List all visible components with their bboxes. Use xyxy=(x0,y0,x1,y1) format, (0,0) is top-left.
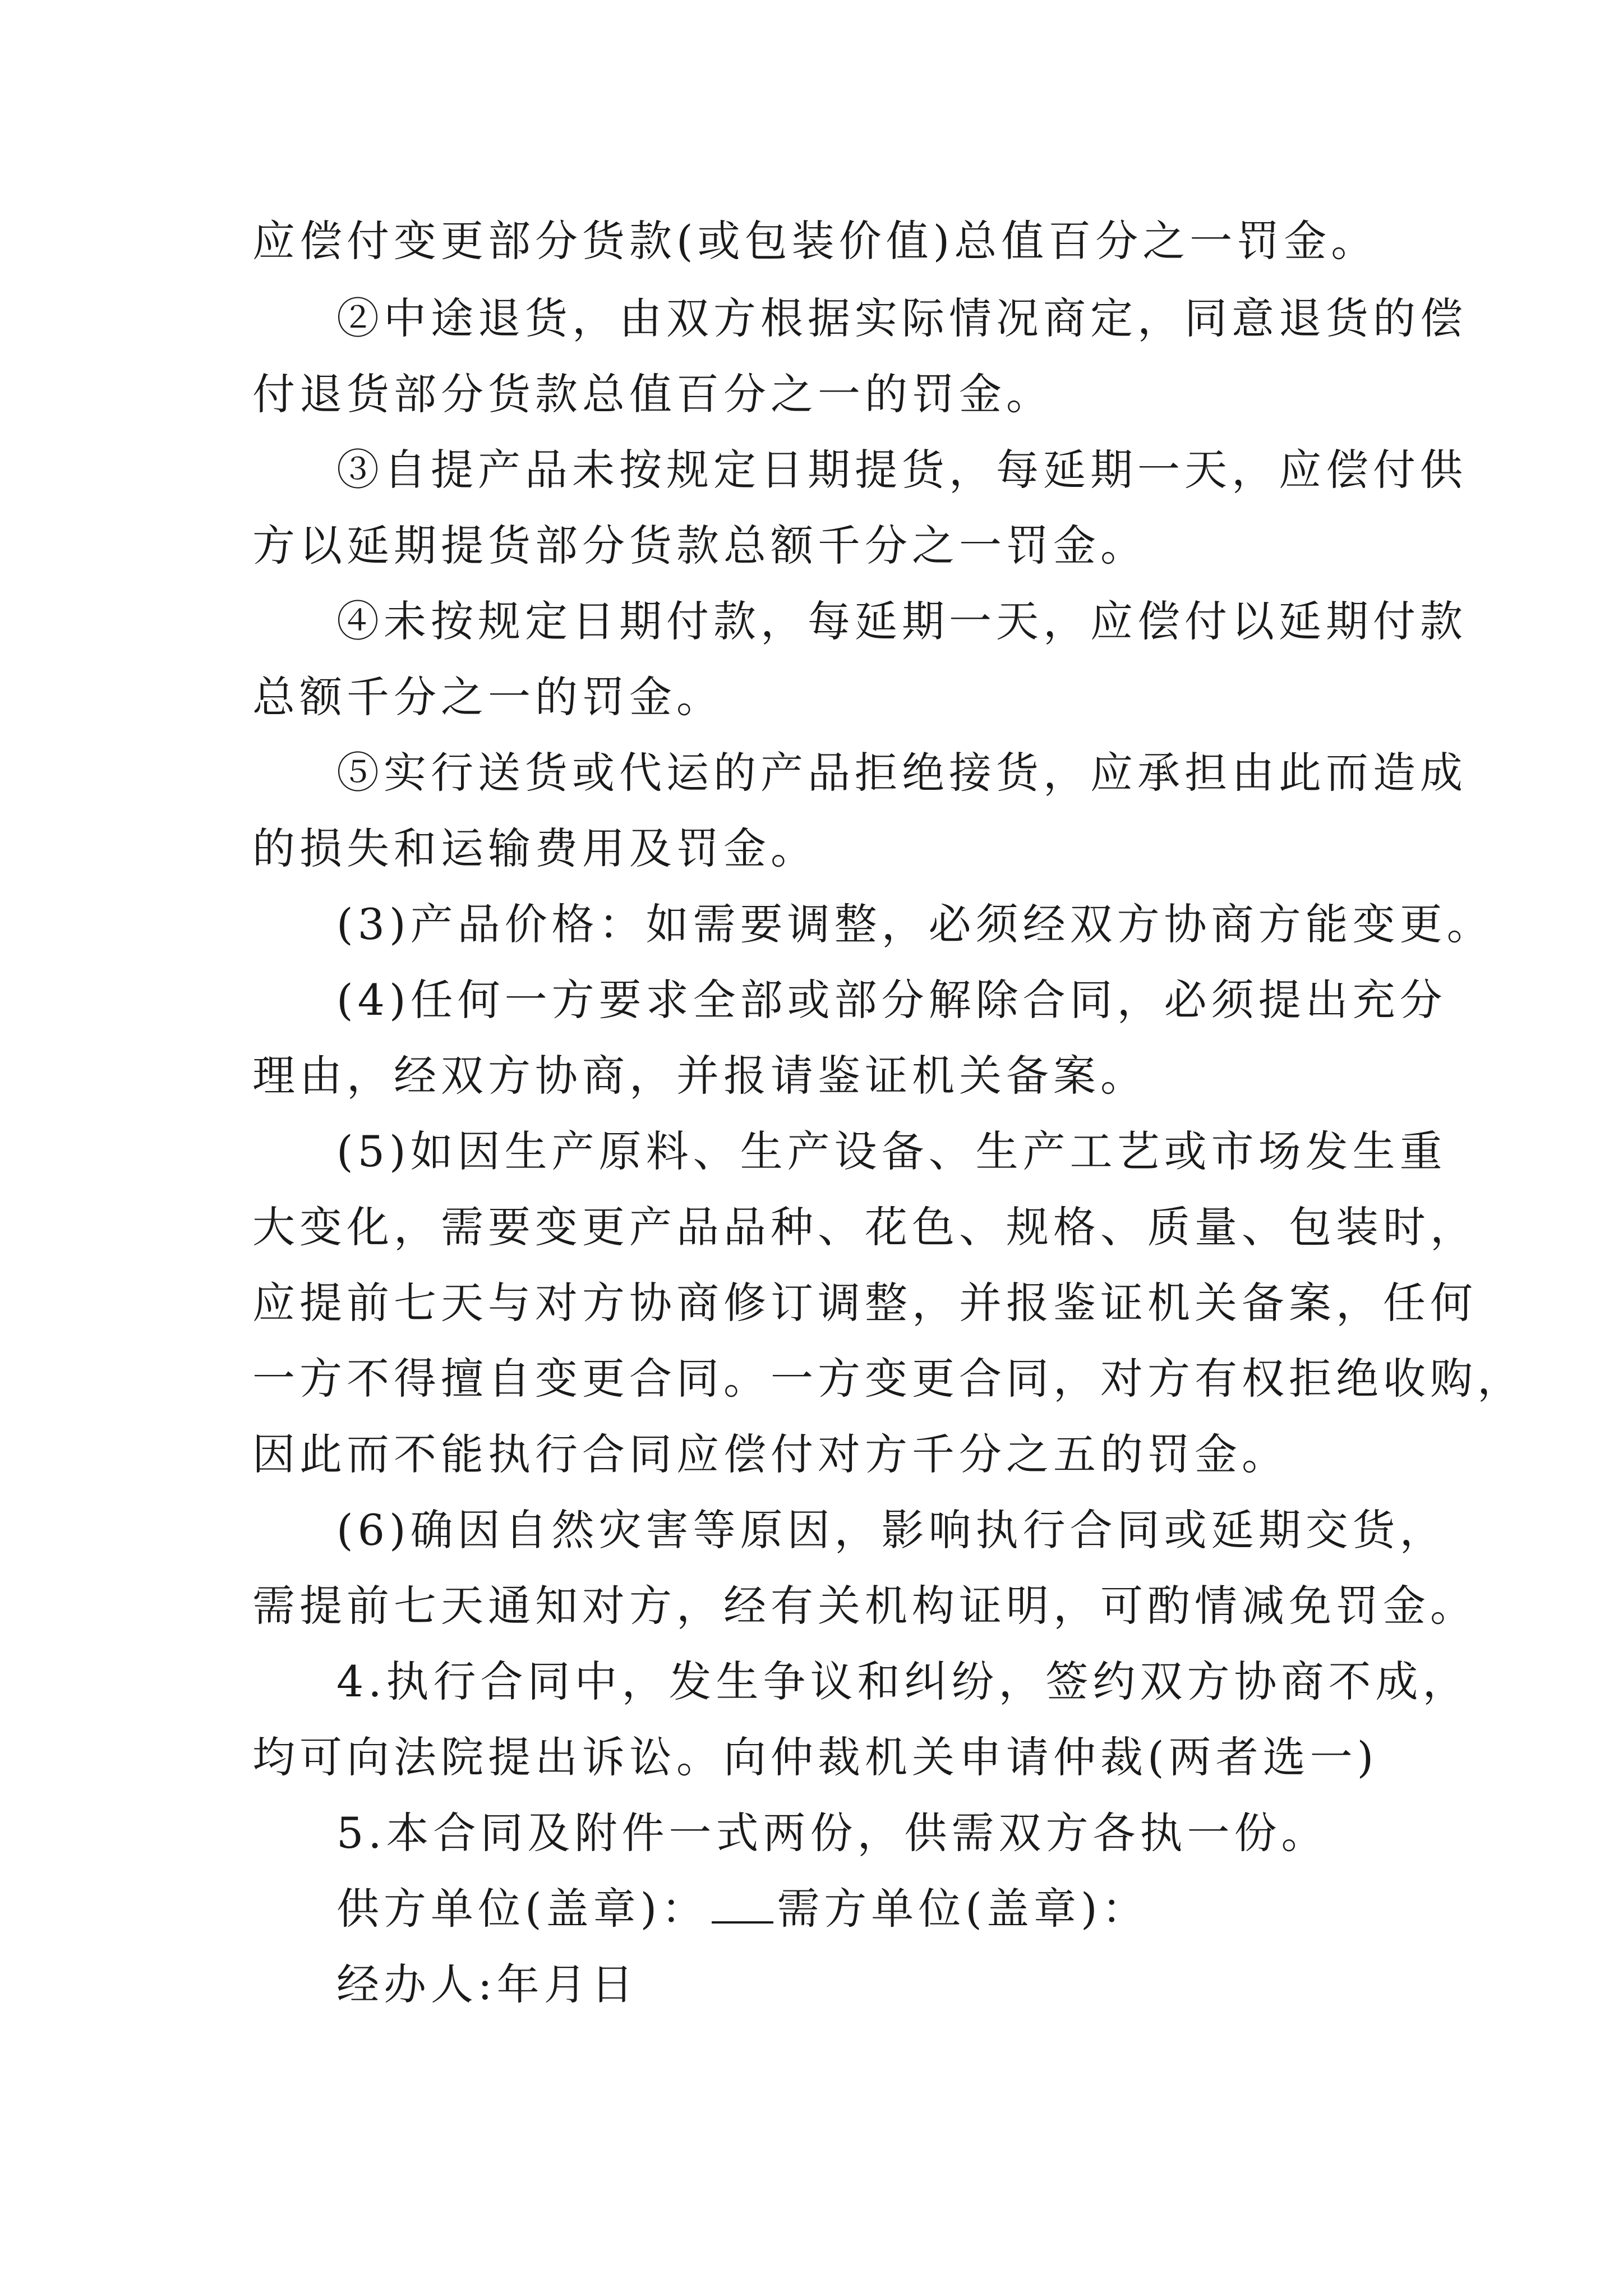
text-line: 需提前七天通知对方，经有关机构证明，可酌情减免罚金。 xyxy=(252,1581,1477,1631)
text-line: 应提前七天与对方协商修订调整，并报鉴证机关备案，任何 xyxy=(252,1278,1477,1328)
text-line: ⑤实行送货或代运的产品拒绝接货，应承担由此而造成 xyxy=(336,748,1467,798)
text-line: (6)确因自然灾害等原因，影响执行合同或延期交货， xyxy=(336,1505,1447,1555)
text-line: 均可向法院提出诉讼。向仲裁机关申请仲裁(两者选一) xyxy=(252,1732,1378,1782)
text-line: ②中途退货，由双方根据实际情况商定，同意退货的偿 xyxy=(336,293,1467,343)
text-line: ③自提产品未按规定日期提货，每延期一天，应偿付供 xyxy=(336,445,1467,495)
fill-in-blank xyxy=(712,1882,773,1924)
handler-line: 经办人:年月日 xyxy=(336,1959,638,2009)
text-line: 大变化，需要变更产品品种、花色、规格、质量、包装时， xyxy=(252,1202,1477,1252)
text-line: 方以延期提货部分货款总额千分之一罚金。 xyxy=(252,521,1147,570)
text-line: ④未按规定日期付款，每延期一天，应偿付以延期付款 xyxy=(336,596,1467,646)
text-line: 付退货部分货款总值百分之一的罚金。 xyxy=(252,369,1053,419)
buyer-label: 需方单位(盖章)： xyxy=(777,1884,1149,1934)
signature-line xyxy=(336,1881,1149,1937)
text-line: 理由，经双方协商，并报请鉴证机关备案。 xyxy=(252,1051,1147,1101)
text-line: 的损失和运输费用及罚金。 xyxy=(252,823,818,873)
text-line: (5)如因生产原料、生产设备、生产工艺或市场发生重 xyxy=(336,1126,1447,1176)
text-line: 总额千分之一的罚金。 xyxy=(252,672,723,722)
text-line: 4.执行合同中，发生争议和纠纷，签约双方协商不成， xyxy=(336,1657,1470,1706)
text-line: 5.本合同及附件一式两份，供需双方各执一份。 xyxy=(336,1808,1329,1858)
text-line: 应偿付变更部分货款(或包装价值)总值百分之一罚金。 xyxy=(252,216,1378,266)
text-line: (3)产品价格：如需要调整，必须经双方协商方能变更。 xyxy=(336,899,1494,949)
supplier-label: 供方单位(盖章)： xyxy=(336,1884,709,1934)
text-line: 因此而不能执行合同应偿付对方千分之五的罚金。 xyxy=(252,1429,1289,1479)
text-line: 一方不得擅自变更合同。一方变更合同，对方有权拒绝收购， xyxy=(252,1354,1524,1404)
text-line: (4)任何一方要求全部或部分解除合同，必须提出充分 xyxy=(336,975,1447,1025)
